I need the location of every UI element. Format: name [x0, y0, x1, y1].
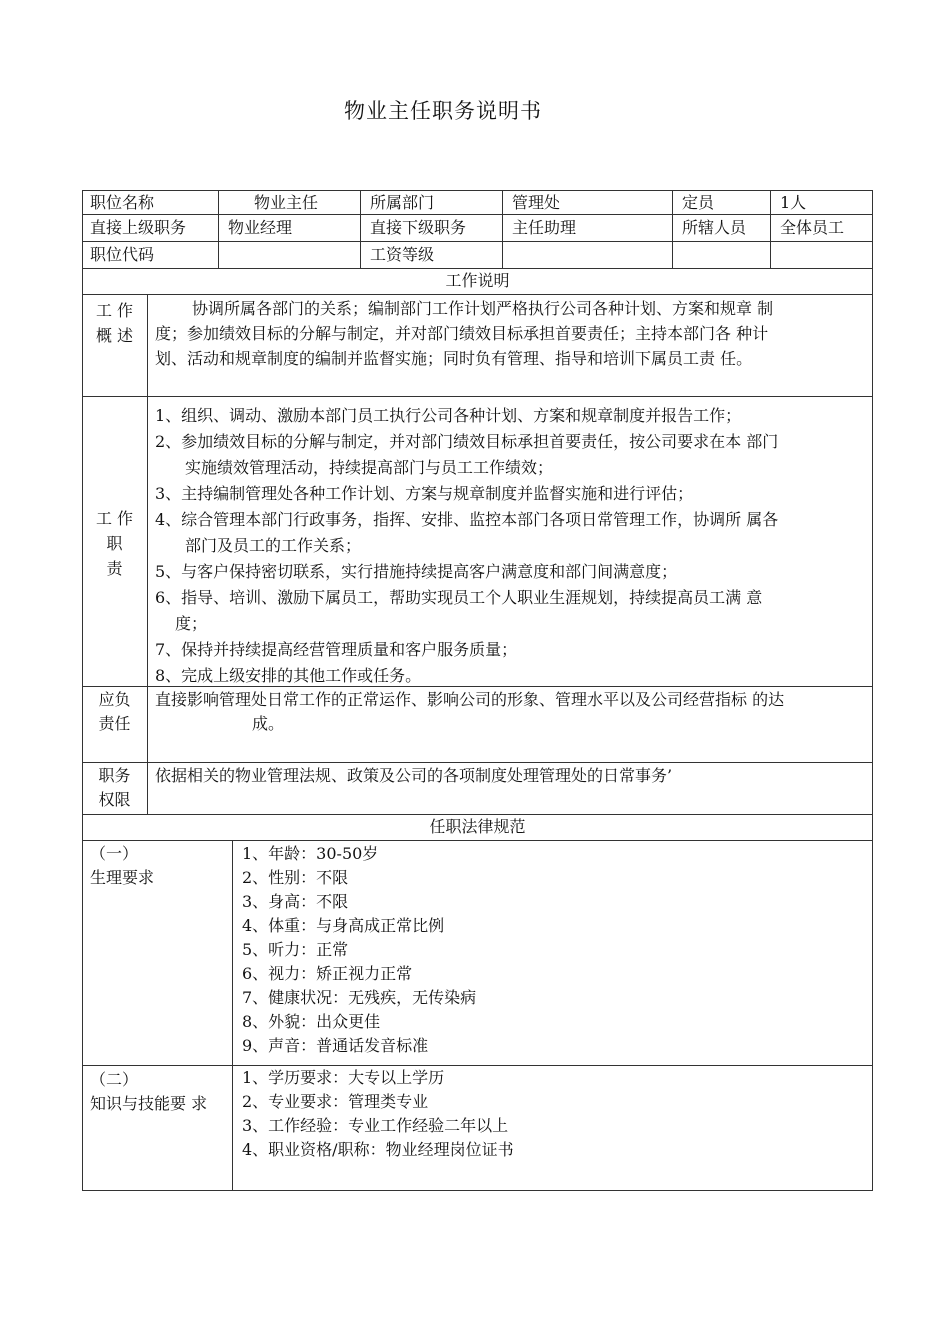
headcount-value: 1人	[780, 193, 807, 212]
staff-label: 所辖人员	[682, 218, 747, 237]
duty-item: 3、主持编制管理处各种工作计划、方案与规章制度并监督实施和进行评估；	[155, 484, 694, 503]
row-divider	[82, 294, 873, 295]
responsibility-line: 成。	[252, 714, 285, 733]
physical-item: 1、年龄：30-50岁	[242, 844, 379, 863]
duty-item: 5、与客户保持密切联系，实行措施持续提高客户满意度和部门间满意度；	[155, 562, 678, 581]
duties-label-line1: 工 作	[95, 509, 134, 528]
overview-label	[82, 298, 147, 348]
overview-label-line1: 工 作	[95, 301, 134, 320]
responsibility-line: 直接影响管理处日常工作的正常运作、影响公司的形象、管理水平以及公司经营指标 的达	[155, 690, 785, 709]
overview-line: 协调所属各部门的关系；编制部门工作计划严格执行公司各种计划、方案和规章 制	[192, 299, 774, 318]
row-divider	[82, 840, 873, 841]
physical-item: 9、声音：普通话发音标准	[242, 1036, 429, 1055]
authority-label-line1: 职务	[98, 766, 131, 785]
col-divider	[232, 840, 233, 1191]
row-divider	[82, 396, 873, 397]
physical-item: 5、听力：正常	[242, 940, 349, 959]
physical-label	[90, 842, 154, 890]
superior-label: 直接上级职务	[90, 218, 187, 237]
duty-item: 8、完成上级安排的其他工作或任务。	[155, 666, 422, 685]
overview-line: 划、活动和规章制度的编制并监督实施；同时负有管理、指导和培训下属员工责 任。	[155, 349, 753, 368]
col-divider	[218, 190, 219, 268]
position-name-value: 物业主任	[254, 193, 319, 212]
salary-grade-label: 工资等级	[370, 245, 435, 264]
duty-item: 2、参加绩效目标的分解与制定，并对部门绩效目标承担首要责任，按公司要求在本 部门	[155, 432, 779, 451]
responsibility-label	[82, 688, 147, 736]
col-divider	[502, 190, 503, 268]
document-title: 物业主任职务说明书	[344, 99, 542, 123]
col-divider	[360, 190, 361, 268]
skills-label-line1: （二）	[90, 1070, 139, 1089]
duties-label-line2: 职	[106, 534, 123, 553]
physical-list	[242, 842, 476, 1058]
skills-item: 3、工作经验：专业工作经验二年以上	[242, 1116, 509, 1135]
physical-item: 7、健康状况：无残疾，无传染病	[242, 988, 477, 1007]
skills-label-line2: 知识与技能要 求	[90, 1094, 208, 1113]
position-code-label: 职位代码	[90, 245, 155, 264]
row-divider	[82, 214, 873, 215]
position-name-label: 职位名称	[90, 193, 155, 212]
duty-item-continued: 部门及员工的工作关系；	[185, 536, 362, 555]
col-divider	[147, 294, 148, 814]
duties-label-line3: 责	[106, 559, 123, 578]
superior-value: 物业经理	[228, 218, 293, 237]
row-divider	[82, 241, 873, 242]
physical-item: 3、身高：不限	[242, 892, 349, 911]
duty-item: 1、组织、调动、激励本部门员工执行公司各种计划、方案和规章制度并报告工作；	[155, 406, 742, 425]
department-value: 管理处	[512, 193, 561, 212]
responsibility-label-line1: 应负	[98, 690, 131, 709]
row-divider	[82, 762, 873, 763]
skills-list	[242, 1066, 514, 1162]
skills-item: 1、学历要求：大专以上学历	[242, 1068, 445, 1087]
duties-list	[155, 403, 871, 689]
physical-item: 2、性别：不限	[242, 868, 349, 887]
authority-label-line2: 权限	[98, 790, 131, 809]
staff-value: 全体员工	[780, 218, 845, 237]
subordinate-label: 直接下级职务	[370, 218, 467, 237]
skills-item: 4、职业资格/职称：物业经理岗位证书	[242, 1140, 514, 1159]
skills-item: 2、专业要求：管理类专业	[242, 1092, 429, 1111]
department-label: 所属部门	[370, 193, 435, 212]
duties-label	[82, 506, 147, 581]
duty-item: 4、综合管理本部门行政事务，指挥、安排、监控本部门各项日常管理工作，协调所 属各	[155, 510, 779, 529]
physical-label-line1: （一）	[90, 844, 139, 863]
responsibility-label-line2: 责任	[98, 714, 131, 733]
section-title-work-description: 工作说明	[445, 271, 510, 290]
section-title-qualification: 任职法律规范	[429, 817, 526, 836]
physical-item: 6、视力：矫正视力正常	[242, 964, 413, 983]
duty-item: 7、保持并持续提高经营管理质量和客户服务质量；	[155, 640, 518, 659]
row-divider	[82, 686, 873, 687]
duty-item-continued: 实施绩效管理活动，持续提高部门与员工工作绩效；	[185, 458, 554, 477]
overview-label-line2: 概 述	[95, 326, 134, 345]
physical-item: 8、外貌：出众更佳	[242, 1012, 381, 1031]
duty-item: 6、指导、培训、激励下属员工，帮助实现员工个人职业生涯规划，持续提高员工满 意	[155, 588, 763, 607]
physical-item: 4、体重：与身高成正常比例	[242, 916, 445, 935]
headcount-label: 定员	[682, 193, 715, 212]
overview-line: 度；参加绩效目标的分解与制定，并对部门绩效目标承担首要责任；主持本部门各 种计	[155, 324, 769, 343]
authority-text: 依据相关的物业管理法规、政策及公司的各项制度处理管理处的日常事务’	[155, 766, 673, 785]
skills-label	[90, 1068, 207, 1116]
overview-text	[155, 296, 871, 371]
responsibility-text	[155, 688, 784, 736]
col-divider	[770, 190, 771, 268]
physical-label-line2: 生理要求	[90, 868, 155, 887]
col-divider	[672, 190, 673, 268]
duty-item-continued: 度；	[175, 614, 208, 633]
authority-label	[82, 764, 147, 812]
subordinate-value: 主任助理	[512, 218, 577, 237]
